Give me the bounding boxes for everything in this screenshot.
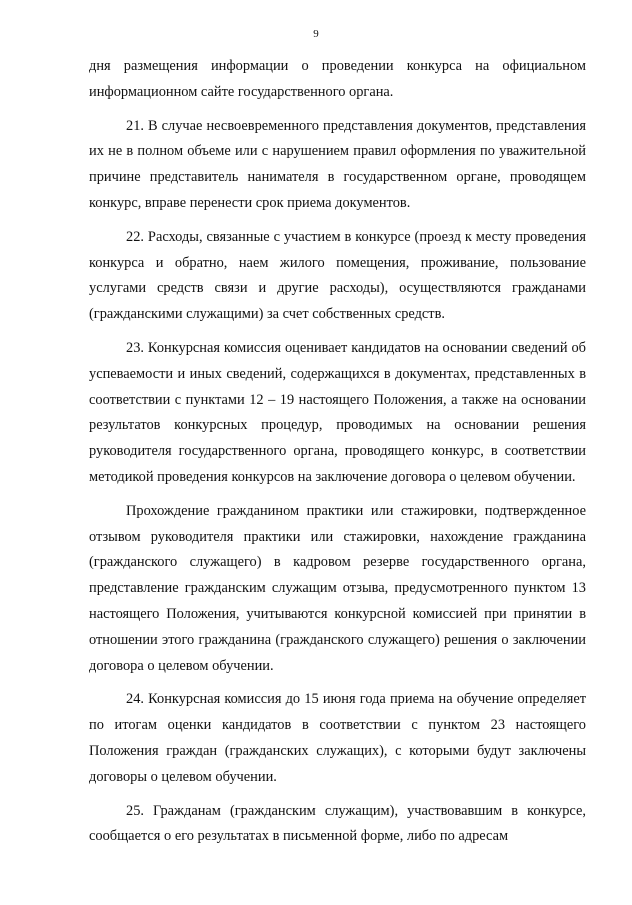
paragraph-continuation: дня размещения информации о проведении конкурса на официальном информационном сайте государственного органа. [89, 58, 586, 100]
document-body [89, 54, 586, 850]
paragraph-item-23-part-2: Прохождение гражданином практики или стажировки, подтвержденное отзывом руководителя практики или стажировки, нахождение гражданина (гражданского служащего) в кадровом резерве государственного органа, представление гражданским служащим отзыва, предусмотренного пунктом 13 настоящего Положения, учитываются конкурсной комиссией при принятии в отношении этого гражданина (гражданского служащего) решения о заключении договора о целевом обучении. [89, 502, 586, 674]
paragraph-item-25: 25. Гражданам (гражданским служащим), участвовавшим в конкурсе, сообщается о его результатах в письменной форме, либо по адресам [89, 802, 586, 845]
paragraph-item-22: 22. Расходы, связанные с участием в конкурсе (проезд к месту проведения конкурса и обратно, наем жилого помещения, проживание, пользование услугами средств связи и другие расходы), осуществляются гражданами (гражданскими служащими) за счет собственных средств. [89, 228, 586, 323]
paragraph-item-21: 21. В случае несвоевременного представления документов, представления их не в полном объеме или с нарушением правил оформления по уважительной причине представитель нанимателя в государственном органе, проводящем конкурс, вправе перенести срок приема документов. [89, 117, 586, 211]
paragraph-item-24: 24. Конкурсная комиссия до 15 июня года приема на обучение определяет по итогам оценки кандидатов в соответствии с пунктом 23 настоящего Положения граждан (гражданских служащих), с которыми будут заключены договоры о целевом обучении. [89, 691, 586, 785]
paragraph-item-23: 23. Конкурсная комиссия оценивает кандидатов на основании сведений об успеваемости и иных сведений, содержащихся в документах, представленных в соответствии с пунктами 12 – 19 настоящего Положения, а также на основании результатов конкурсных процедур, проводимых на основании решения руководителя государственного органа, проводящего конкурс, в соответствии методикой проведения конкурсов на заключение договора о целевом обучении. [89, 339, 586, 485]
page-number: 9 [313, 28, 319, 40]
